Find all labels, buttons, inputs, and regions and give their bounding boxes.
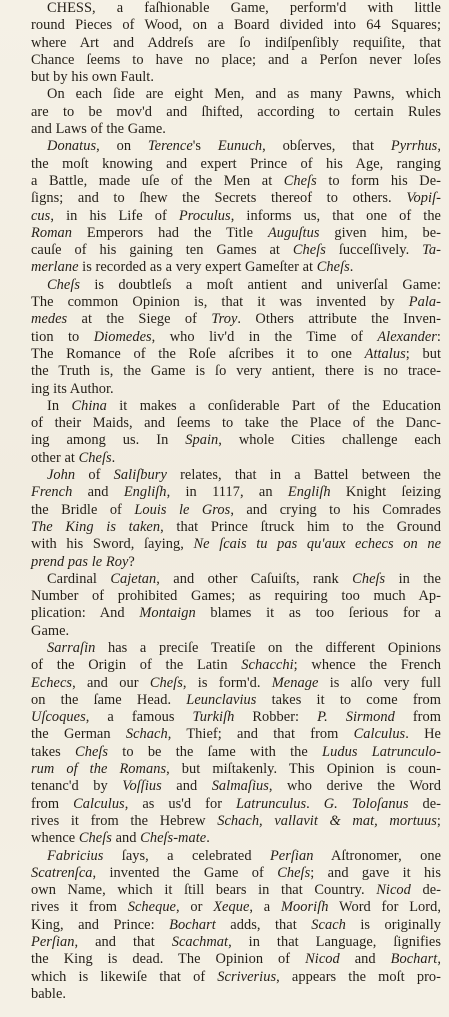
roman-text: are to be mov'd and ſhifted, according to certain Rules <box>31 103 441 120</box>
italic-text: Perſian <box>31 934 75 951</box>
roman-text: Word for Lord, <box>328 899 442 916</box>
roman-text: , invented the Game of <box>92 864 278 881</box>
text-line <box>15 640 441 657</box>
text-line <box>15 294 441 311</box>
roman-text: The common Opinion is, that it was invented by <box>31 294 409 311</box>
text-line <box>15 830 441 847</box>
roman-text: the German <box>31 726 126 743</box>
italic-text: medes <box>31 311 68 328</box>
italic-text: Schach, vallavit & mat, mortuus <box>217 812 437 829</box>
roman-text: ſigns; and to ſhew the Secrets thereof to others. <box>31 190 407 207</box>
italic-text: Leunclavius <box>186 691 257 708</box>
roman-text: CHESS, a faſhionable Game, perform'd with little <box>47 0 441 16</box>
italic-text: Vopiſ- <box>406 190 441 207</box>
roman-text: adds, that <box>215 916 312 933</box>
italic-text: Louis le Gros <box>134 501 231 518</box>
italic-text: Pala- <box>408 294 441 311</box>
text-line <box>15 536 441 553</box>
roman-text: , is form'd. <box>182 674 272 691</box>
text-line <box>15 86 441 103</box>
roman-text: . Others attribute the Inven- <box>237 311 441 328</box>
italic-text: Cheſs <box>78 830 112 847</box>
roman-text: the Bridle of <box>31 501 135 518</box>
text-line <box>15 381 441 398</box>
roman-text: rives it from the Hebrew <box>31 812 218 829</box>
italic-text: P. Sirmond <box>317 709 395 726</box>
text-line <box>15 121 441 138</box>
text-line <box>15 882 441 899</box>
roman-text: on the ſame Head. <box>31 691 187 708</box>
text-line <box>15 277 441 294</box>
italic-text: Bochart <box>390 951 438 968</box>
text-line <box>15 35 441 52</box>
roman-text: . <box>349 259 354 276</box>
italic-text: French <box>31 484 73 501</box>
italic-text: Cheſs <box>47 276 81 293</box>
italic-text: Scach <box>311 916 346 933</box>
roman-text: is recorded as a very expert Gameſter at <box>78 259 317 276</box>
text-line <box>15 104 441 121</box>
text-line <box>15 778 441 795</box>
text-line <box>15 951 441 968</box>
roman-text: from <box>31 795 74 812</box>
italic-text: Perſian <box>269 847 314 864</box>
roman-text: , that Prince ſtruck him to the Ground <box>160 518 442 535</box>
roman-text: with his Sword, ſaying, <box>31 536 194 553</box>
italic-text: Cheſs <box>277 864 311 881</box>
text-line <box>15 934 441 951</box>
article-paragraph <box>15 0 441 86</box>
roman-text: and Laws of the Game. <box>31 121 166 138</box>
text-line <box>15 346 441 363</box>
roman-text: cauſe of his gaining ten Games at <box>31 242 293 259</box>
italic-text: Roman <box>31 224 73 241</box>
italic-text: Scatrenſca <box>31 864 93 881</box>
italic-text: Auguſtus <box>267 224 320 241</box>
italic-text: China <box>71 397 107 414</box>
roman-text: On each ſide are eight Men, and as many Pawns, which <box>47 86 441 103</box>
roman-text: Number of prohibited Games; as requiring too much Ap- <box>31 588 441 605</box>
italic-text: Saliſbury <box>113 467 167 484</box>
text-line <box>15 242 441 259</box>
italic-text: Alexander <box>377 328 437 345</box>
italic-text: Scachmat <box>171 934 229 951</box>
article-paragraph <box>15 277 441 398</box>
italic-text: Bochart <box>169 916 216 933</box>
roman-text: ? <box>128 553 135 570</box>
roman-text: , whole Cities challenge each <box>218 432 441 449</box>
roman-text: 's <box>192 138 218 155</box>
italic-text: Scheque <box>127 899 176 916</box>
roman-text: de- <box>410 882 442 899</box>
roman-text: whence <box>31 830 79 847</box>
italic-text: Voſſius <box>122 778 162 795</box>
text-line <box>15 692 441 709</box>
text-line <box>15 554 441 571</box>
italic-text: Attalus <box>364 345 406 362</box>
roman-text: , on <box>96 138 148 155</box>
roman-text: , a famous <box>85 709 193 726</box>
italic-text: Cheſs <box>316 259 350 276</box>
roman-text: from <box>394 709 441 726</box>
article-paragraph <box>15 138 441 276</box>
text-line <box>15 726 441 743</box>
roman-text: , informs us, that one of the <box>230 207 441 224</box>
article-paragraph <box>15 640 441 848</box>
text-line <box>15 173 441 190</box>
roman-text: , and crying to his Comrades <box>230 501 441 518</box>
roman-text: , as us'd for <box>124 795 236 812</box>
roman-text: Emperors had the Title <box>72 224 268 241</box>
italic-text: Cheſs <box>149 674 183 691</box>
roman-text: is alſo very full <box>318 674 441 691</box>
text-line <box>15 519 441 536</box>
italic-text: rum of the Romans <box>31 761 167 778</box>
italic-text: Troy <box>211 311 238 328</box>
italic-text: Montaign <box>139 605 196 622</box>
text-line <box>15 571 441 588</box>
text-line <box>15 675 441 692</box>
roman-text: relates, that in a Battel between the <box>166 467 441 484</box>
roman-text: the Truth is, the Game is ſo very antient, there is no trace- <box>31 363 441 380</box>
text-line <box>15 744 441 761</box>
italic-text: Calculus <box>353 726 406 743</box>
text-line <box>15 986 441 1003</box>
roman-text: , <box>437 951 442 968</box>
text-line <box>15 450 441 467</box>
text-line <box>15 415 441 432</box>
italic-text: Schacchi <box>241 657 294 674</box>
roman-text: , in that Language, ſignifies <box>228 934 441 951</box>
roman-text: is originally <box>345 916 441 933</box>
roman-text: Cardinal <box>47 570 111 587</box>
roman-text: , and our <box>72 674 150 691</box>
roman-text: blames it as too ſerious for a <box>195 605 442 622</box>
roman-text: Robber: <box>234 709 318 726</box>
roman-text: but by his own Fault. <box>31 69 154 86</box>
roman-text: bable. <box>31 985 67 1002</box>
text-line <box>15 623 441 640</box>
italic-text: Fabricius <box>47 847 104 864</box>
text-line <box>15 138 441 155</box>
article-paragraph <box>15 398 441 467</box>
roman-text: ; whence the French <box>293 657 442 674</box>
roman-text: and <box>339 951 391 968</box>
roman-text: ; but <box>405 345 441 362</box>
roman-text: ing its Author. <box>31 380 114 397</box>
roman-text: own Name, which it ſtill bears in that Country. <box>31 882 377 899</box>
roman-text: , and other Caſuiſts, rank <box>156 570 353 587</box>
italic-text: Spain <box>185 432 219 449</box>
roman-text: tion to <box>31 328 94 345</box>
roman-text: Game. <box>31 622 70 639</box>
roman-text: is doubtleſs a moſt antient and univerſal Game: <box>80 276 441 293</box>
italic-text: cus <box>31 207 51 224</box>
roman-text: . He <box>405 726 441 743</box>
roman-text: , appears the moſt pro- <box>276 968 441 985</box>
italic-text: Ta- <box>422 242 441 259</box>
italic-text: Cheſs-mate <box>140 830 207 847</box>
roman-text: ing among us. In <box>31 432 186 449</box>
text-line <box>15 329 441 346</box>
italic-text: Ne ſcais tu pas qu'aux echecs on ne <box>193 536 442 553</box>
italic-text: Cajetan <box>110 570 157 587</box>
italic-text: Cheſs <box>283 172 317 189</box>
chess-article <box>15 0 441 1003</box>
roman-text: round Pieces of Wood, on a Board divided into 64 Squares; <box>31 17 441 34</box>
roman-text: of their Maids, and ſeems to take the Place of the Danc- <box>31 415 441 432</box>
italic-text: Terence <box>147 138 193 155</box>
italic-text: Sarraſin <box>47 639 96 656</box>
italic-text: Pyrrhus <box>390 138 438 155</box>
text-line <box>15 17 441 34</box>
italic-text: Engliſh <box>123 484 167 501</box>
italic-text: G. Toloſanus <box>323 795 409 812</box>
italic-text: merlane <box>31 259 79 276</box>
article-paragraph <box>15 848 441 1004</box>
roman-text: , but miſtakenly. This Opinion is coun- <box>166 761 441 778</box>
roman-text: . <box>306 795 324 812</box>
roman-text: to be the ſame with the <box>108 743 323 760</box>
roman-text: given him, be- <box>319 224 441 241</box>
roman-text: to form his De- <box>316 172 441 189</box>
roman-text: the moſt knowing and expert Prince of his Age, ranging <box>31 155 441 172</box>
roman-text: , or <box>176 899 214 916</box>
italic-text: Latrunculus <box>236 795 307 812</box>
italic-text: Proculus <box>178 207 231 224</box>
roman-text: . <box>111 449 116 466</box>
text-line <box>15 709 441 726</box>
roman-text: de- <box>408 795 441 812</box>
text-line <box>15 311 441 328</box>
italic-text: prend pas le Roy <box>31 553 129 570</box>
roman-text: , <box>437 138 441 155</box>
text-line <box>15 484 441 501</box>
text-line <box>15 605 441 622</box>
roman-text: other at <box>31 449 79 466</box>
roman-text: and <box>111 830 141 847</box>
text-line <box>15 432 441 449</box>
roman-text: it makes a conſiderable Part of the Education <box>106 397 441 414</box>
text-line <box>15 657 441 674</box>
roman-text: ſays, a celebrated <box>103 847 270 864</box>
italic-text: Cheſs <box>75 743 109 760</box>
roman-text: , who derive the Word <box>268 778 442 795</box>
text-line <box>15 467 441 484</box>
roman-text: takes it to come from <box>256 691 441 708</box>
roman-text: takes <box>31 743 76 760</box>
text-line <box>15 52 441 69</box>
italic-text: Donatus <box>47 138 97 155</box>
text-line <box>15 225 441 242</box>
italic-text: Xeque <box>213 899 250 916</box>
text-line <box>15 899 441 916</box>
article-paragraph <box>15 86 441 138</box>
italic-text: Turkiſh <box>192 709 235 726</box>
italic-text: Uſcoques <box>31 709 86 726</box>
text-line <box>15 848 441 865</box>
roman-text: of <box>75 467 114 484</box>
text-line <box>15 969 441 986</box>
roman-text: : <box>436 328 441 345</box>
roman-text: , in his Life of <box>50 207 179 224</box>
roman-text: plication: And <box>31 605 140 622</box>
text-line <box>15 865 441 882</box>
roman-text: of the Origin of the Latin <box>31 657 242 674</box>
italic-text: Echecs <box>31 674 73 691</box>
roman-text: tenanc'd by <box>31 778 123 795</box>
roman-text: a Battle, made uſe of the Men at <box>31 172 284 189</box>
roman-text: ſucceſſively. <box>325 242 423 259</box>
italic-text: Menage <box>271 674 319 691</box>
roman-text: , who liv'd in the Time of <box>151 328 378 345</box>
roman-text: The Romance of the Roſe aſcribes it to one <box>31 345 365 362</box>
text-line <box>15 796 441 813</box>
article-paragraph <box>15 467 441 571</box>
text-line <box>15 761 441 778</box>
roman-text: Knight ſeizing <box>330 484 441 501</box>
roman-text: , obſerves, that <box>262 138 391 155</box>
italic-text: Cheſs <box>78 449 112 466</box>
text-line <box>15 502 441 519</box>
roman-text: Aſtronomer, one <box>313 847 442 864</box>
text-line <box>15 208 441 225</box>
roman-text: which is likewiſe that of <box>31 968 218 985</box>
italic-text: Diomedes <box>93 328 152 345</box>
roman-text: in the <box>385 570 441 587</box>
italic-text: Scriverius <box>217 968 277 985</box>
roman-text: has a preciſe Treatiſe on the different Opinions <box>95 639 441 656</box>
roman-text: , Thief; and that from <box>167 726 354 743</box>
text-line <box>15 917 441 934</box>
roman-text: , and that <box>74 934 172 951</box>
roman-text: Chance ſeems to have no place; and a Perſon never loſes <box>31 51 441 68</box>
roman-text: ; <box>436 812 441 829</box>
roman-text: , a <box>249 899 281 916</box>
italic-text: Salmaſius <box>211 778 269 795</box>
roman-text: and <box>161 778 212 795</box>
italic-text: Calculus <box>73 795 125 812</box>
italic-text: Nicod <box>376 882 411 899</box>
roman-text: King, and Prince: <box>31 916 170 933</box>
text-line <box>15 363 441 380</box>
roman-text: where Art and Addreſs are ſo indiſpenſibly requiſite, that <box>31 34 441 51</box>
text-line <box>15 69 441 86</box>
roman-text: , in 1117, an <box>166 484 288 501</box>
italic-text: John <box>47 467 76 484</box>
text-line <box>15 190 441 207</box>
italic-text: Engliſh <box>287 484 331 501</box>
text-line <box>15 398 441 415</box>
roman-text: . <box>206 830 210 847</box>
roman-text: ; and gave it his <box>310 864 441 881</box>
roman-text: the King is dead. The Opinion of <box>31 951 306 968</box>
roman-text: at the Siege of <box>67 311 212 328</box>
italic-text: Cheſs <box>352 570 386 587</box>
italic-text: Mooriſh <box>280 899 329 916</box>
italic-text: Eunuch <box>217 138 263 155</box>
text-line <box>15 588 441 605</box>
article-paragraph <box>15 571 441 640</box>
italic-text: Ludus Latrunculo- <box>322 743 441 760</box>
italic-text: Cheſs <box>292 242 326 259</box>
roman-text: rives it from <box>31 899 128 916</box>
italic-text: Nicod <box>305 951 340 968</box>
text-line <box>15 813 441 830</box>
italic-text: The King is taken <box>31 518 161 535</box>
text-line <box>15 0 441 17</box>
roman-text: and <box>72 484 124 501</box>
roman-text: In <box>47 397 72 414</box>
italic-text: Schach <box>125 726 168 743</box>
text-line <box>15 259 441 276</box>
text-line <box>15 156 441 173</box>
